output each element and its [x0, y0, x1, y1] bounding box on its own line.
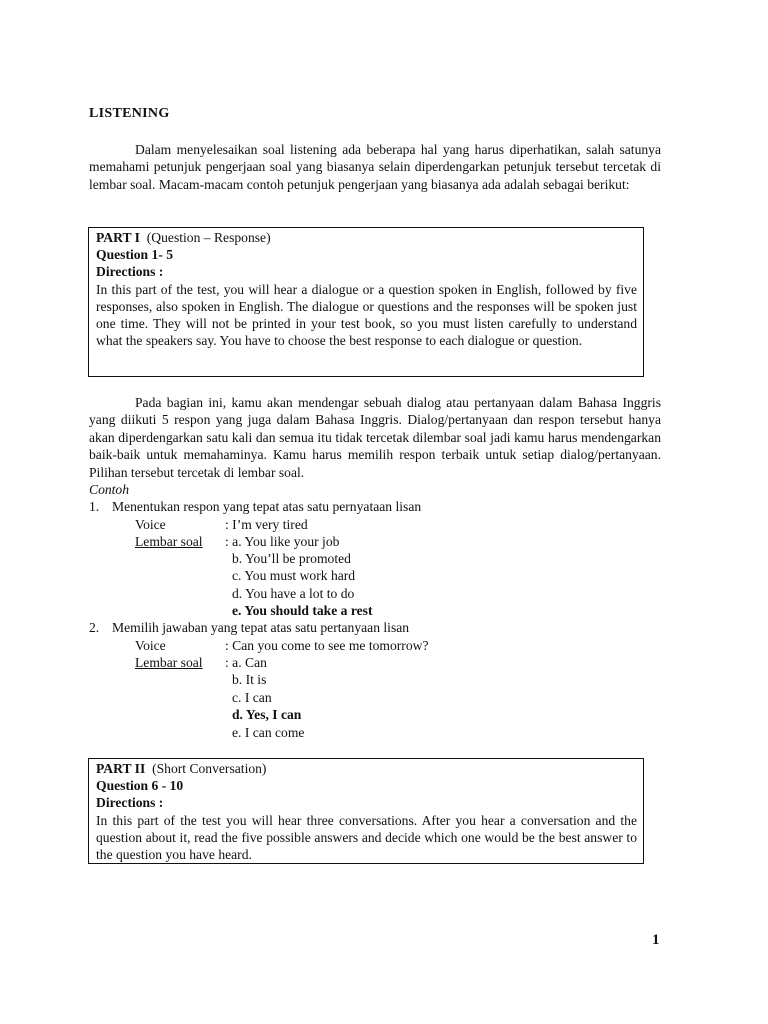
intro-paragraph	[89, 141, 661, 193]
example-2-option-a: : a. Can	[225, 655, 267, 670]
example-2-number: 2.	[89, 620, 100, 635]
example-1-number: 1.	[89, 499, 100, 514]
page-number: 1	[652, 932, 660, 948]
example-1-option-b: b. You’ll be promoted	[232, 551, 351, 566]
example-2-option-b: b. It is	[232, 672, 267, 687]
intro-text: Dalam menyelesaikan soal listening ada beberapa hal yang harus diperhatikan, salah satunya memahami petunjuk pengerjaan soal yang biasanya selain diperdengarkan petunjuk tersebut tercetak di lembar soal. Macam-macam contoh petunjuk pengerjaan yang biasanya ada adalah sebagai berikut:	[89, 142, 661, 192]
part1-question: Question 1- 5	[96, 247, 174, 263]
example-1-option-e-answer: e. You should take a rest	[232, 603, 373, 618]
example-2-title: Memilih jawaban yang tepat atas satu pertanyaan lisan	[112, 620, 410, 635]
explanation-paragraph	[89, 394, 661, 481]
example-1-sheet-label: Lembar soal	[135, 534, 203, 549]
example-1-option-c: c. You must work hard	[232, 568, 356, 583]
part2-label: PART II	[96, 761, 146, 776]
example-1-option-a: : a. You like your job	[225, 534, 340, 549]
part2-directions-text: In this part of the test you will hear three conversations. After you hear a conversation and the question about it, read the five possible answers and decide which one would be the best answer to the question you have heard.	[96, 812, 637, 863]
part2-directions-label: Directions :	[96, 795, 164, 811]
example-2-voice-label: Voice	[135, 638, 166, 653]
example-2-option-e: e. I can come	[232, 725, 305, 740]
part1-directions-text: In this part of the test, you will hear a dialogue or a question spoken in English, followed by five responses, also spoken in English. The dialogue or questions and the responses will be spoken just one time. They will not be printed in your test book, so you must listen carefully to understand what the speakers say. You have to choose the best response to each dialogue or question.	[96, 281, 637, 349]
part2-subtitle: (Short Conversation)	[152, 761, 267, 776]
example-2-sheet-label: Lembar soal	[135, 655, 203, 670]
example-2-option-d-answer: d. Yes, I can	[232, 707, 302, 722]
example-1-voice-label: Voice	[135, 517, 166, 532]
example-2-option-c: c. I can	[232, 690, 272, 705]
explanation-text: Pada bagian ini, kamu akan mendengar sebuah dialog atau pertanyaan dalam Bahasa Inggris yang diikuti 5 respon yang juga dalam Bahasa Inggris. Dialog/pertanyaan dan respon tersebut hanya akan diperdengarkan satu kali dan semua itu tidak tercetak dilembar soal jadi kamu harus mendengarkan baik-baik untuk memahaminya. Kamu harus memilih respon terbaik untuk setiap dialog/pertanyaan. Pilihan tersebut tercetak di lembar soal.	[89, 395, 661, 480]
part2-question: Question 6 - 10	[96, 778, 184, 794]
part1-subtitle: (Question – Response)	[146, 230, 271, 245]
example-1-option-d: d. You have a lot to do	[232, 586, 355, 601]
example-2-voice-text: : Can you come to see me tomorrow?	[225, 638, 429, 653]
part2-box	[88, 758, 644, 864]
example-1-voice-text: : I’m very tired	[225, 517, 308, 532]
part1-label: PART I	[96, 230, 140, 245]
part1-box	[88, 227, 644, 377]
example-1-title: Menentukan respon yang tepat atas satu pernyataan lisan	[112, 499, 422, 514]
contoh-label: Contoh	[89, 482, 130, 497]
part1-directions-label: Directions :	[96, 264, 164, 280]
section-heading: LISTENING	[89, 106, 170, 121]
